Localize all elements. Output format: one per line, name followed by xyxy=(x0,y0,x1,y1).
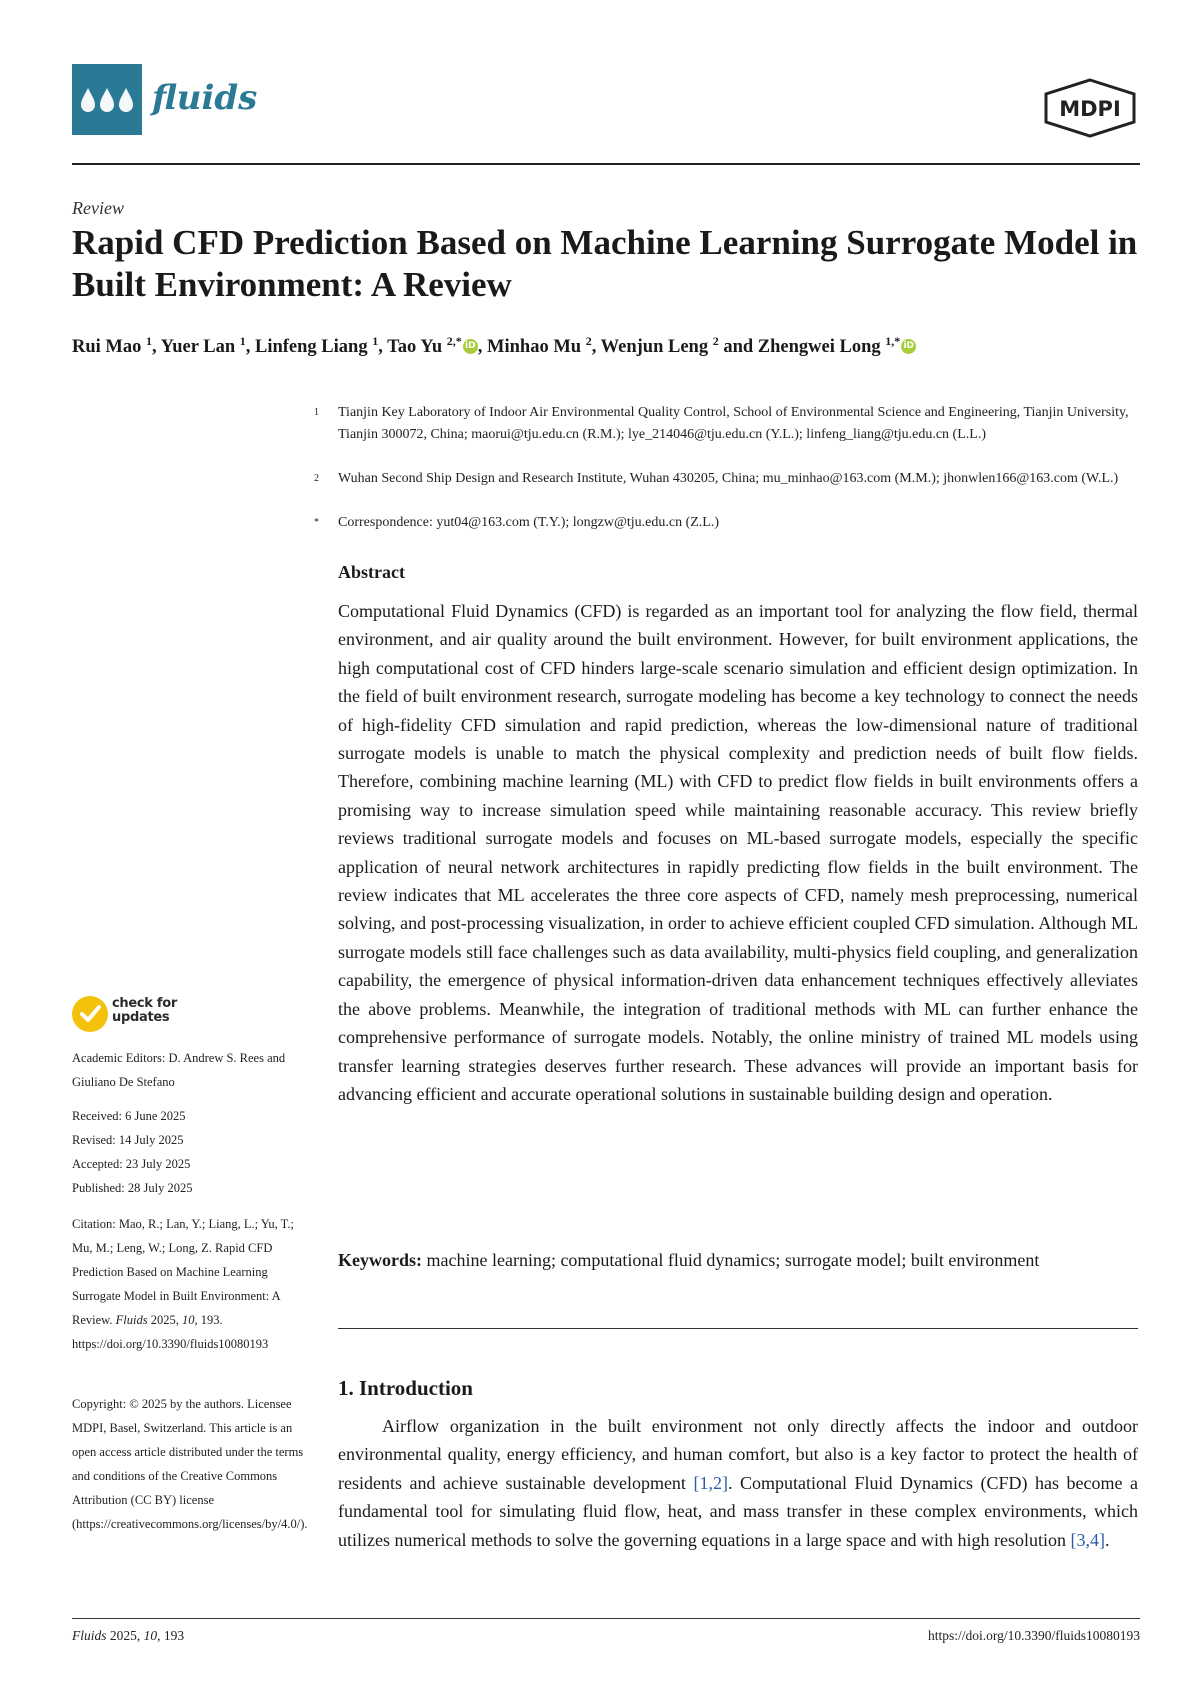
author-affiliation-marker: 2,* xyxy=(446,334,462,348)
author-affiliation-marker: 1 xyxy=(146,334,152,348)
affiliation-2: 2 Wuhan Second Ship Design and Research Institute, Wuhan 430205, China; mu_minhao@163.com (M.M.); jhonwlen166@163.com (W.L.) xyxy=(314,471,1119,486)
author-list: Rui Mao $^1$, Yuer Lan $^1$, Linfeng Liang $^1$, Tao Yu $^{2,*}$ iD , Minhao Mu $^2$, Wenjun Leng $^2$ and Zhengwei Long $^{1,*}$ iD xyxy=(72,334,1152,358)
keywords-text: machine learning; computational fluid dynamics; surrogate model; built environment xyxy=(426,1250,1040,1270)
author-name: Yuer Lan xyxy=(160,337,240,358)
affiliation-1: 1 Tianjin Key Laboratory of Indoor Air Environmental Quality Control, School of Environmental Science and Engineering, Tianjin University, Tianjin 300072, China; maorui@tju.edu.cn (R.M.); lye_214046@tju.edu.cn (Y.L.); linfeng_liang@tju.edu.cn (L.L.) xyxy=(314,405,1129,442)
keywords-label: Keywords: xyxy=(338,1250,422,1270)
author-name: Rui Mao xyxy=(72,337,146,358)
section-heading: 1. Introduction xyxy=(338,1376,473,1400)
copyright-block: Copyright: © 2025 by the authors. Licensee MDPI, Basel, Switzerland. This article is an open access article distributed under the terms and conditions of the Creative Commons Attribution (CC BY) license (https://creativecommons.org/licenses/by/4.0/). xyxy=(72,1397,308,1531)
author-name: Zhengwei Long xyxy=(757,337,886,358)
date-revised: Revised: 14 July 2025 xyxy=(72,1133,184,1147)
citation-link[interactable]: [3,4] xyxy=(1070,1529,1105,1550)
citation-link[interactable]: [1,2] xyxy=(693,1472,728,1493)
author-name: Tao Yu xyxy=(387,337,447,358)
author-name: Linfeng Liang xyxy=(255,337,373,358)
academic-editors: Academic Editors: D. Andrew S. Rees and Giuliano De Stefano xyxy=(72,1051,286,1089)
abstract-divider xyxy=(338,1328,1138,1329)
footer-divider xyxy=(72,1618,1140,1619)
publisher-logo-text: MDPI xyxy=(1059,97,1121,121)
journal-name: fluids xyxy=(152,78,258,118)
author-affiliation-marker: 1,* xyxy=(885,334,901,348)
author-name: Minhao Mu xyxy=(487,337,586,358)
date-received: Received: 6 June 2025 xyxy=(72,1109,186,1123)
author-affiliation-marker: 1 xyxy=(372,334,379,348)
check-updates-icon[interactable] xyxy=(72,996,108,1032)
orcid-icon[interactable]: iD xyxy=(463,339,478,354)
correspondence: * Correspondence: yut04@163.com (T.Y.); longzw@tju.edu.cn (Z.L.) xyxy=(314,515,720,530)
article-title: Rapid CFD Prediction Based on Machine Learning Surrogate Model in Built Environment: A Review xyxy=(72,223,1138,304)
publisher-logo xyxy=(1040,78,1140,138)
intro-paragraph: Airflow organization in the built environment not only directly affects the indoor and outdoor environmental quality, energy efficiency, and human comfort, but also is a key factor to protect the health of residents and achieve sustainable development [1,2]. Computational Fluid Dynamics (CFD) has become a fundamental tool for simulating fluid flow, heat, and mass transfer in these complex environments, which utilizes numerical methods to solve the governing equations in a large space and with high resolution [3,4]. xyxy=(338,1416,1138,1550)
header-divider xyxy=(72,163,1140,165)
date-published: Published: 28 July 2025 xyxy=(72,1181,193,1195)
author-name: Wenjun Leng xyxy=(600,337,713,358)
footer-citation: Fluids 2025, 10, 193 xyxy=(72,1628,185,1643)
check-updates-label[interactable]: check for updates xyxy=(112,996,177,1025)
citation-block: Citation: Mao, R.; Lan, Y.; Liang, L.; Yu, T.; Mu, M.; Leng, W.; Long, Z. Rapid CFD Prediction Based on Machine Learning Surrogate Model in Built Environment: A Review. Fluids 2025, 10, 193. https://doi.org/10.3390/fluids10080193 xyxy=(72,1217,294,1351)
author-affiliation-marker: 2 xyxy=(585,334,592,348)
article-type: Review xyxy=(72,198,124,218)
orcid-icon[interactable]: iD xyxy=(901,339,916,354)
keywords xyxy=(338,1246,1138,1274)
abstract-text: Computational Fluid Dynamics (CFD) is regarded as an important tool for analyzing the flow field, thermal environment, and air quality around the built environment. However, for built environment applications, the high computational cost of CFD hinders large-scale scenario simulation and efficient design optimization. In the field of built environment research, surrogate modeling has become a key technology to connect the needs of high-fidelity CFD simulation and rapid prediction, whereas the low-dimensional nature of traditional surrogate models is unable to match the physical complexity and prediction needs of built flow fields. Therefore, combining machine learning (ML) with CFD to predict flow fields in built environments offers a promising way to increase simulation speed while maintaining reasonable accuracy. This review briefly reviews traditional surrogate models and focuses on ML-based surrogate models, especially the specific application of neural network architectures in rapidly predicting flow fields in the built environment. The review indicates that ML accelerates the three core aspects of CFD, namely mesh preprocessing, numerical solving, and post-processing visualization, in order to achieve efficient coupled CFD simulation. Although ML surrogate models still face challenges such as data availability, multi-physics field coupling, and generalization capability, the emergence of physical information-driven data enhancement techniques effectively alleviates the above problems. Meanwhile, the integration of traditional methods with ML can further enhance the comprehensive performance of surrogate models. Notably, the online ministry of trained ML models using transfer learning strategies deserves further research. These advances will provide an important basis for advancing efficient and accurate operational solutions in sustainable building design and operation. xyxy=(338,601,1138,1104)
author-affiliation-marker: 2 xyxy=(712,334,719,348)
journal-logo-icon xyxy=(72,64,142,135)
date-accepted: Accepted: 23 July 2025 xyxy=(72,1157,191,1171)
author-affiliation-marker: 1 xyxy=(239,334,246,348)
footer-doi-link[interactable]: https://doi.org/10.3390/fluids10080193 xyxy=(927,1628,1140,1643)
abstract-heading: Abstract xyxy=(338,562,405,582)
